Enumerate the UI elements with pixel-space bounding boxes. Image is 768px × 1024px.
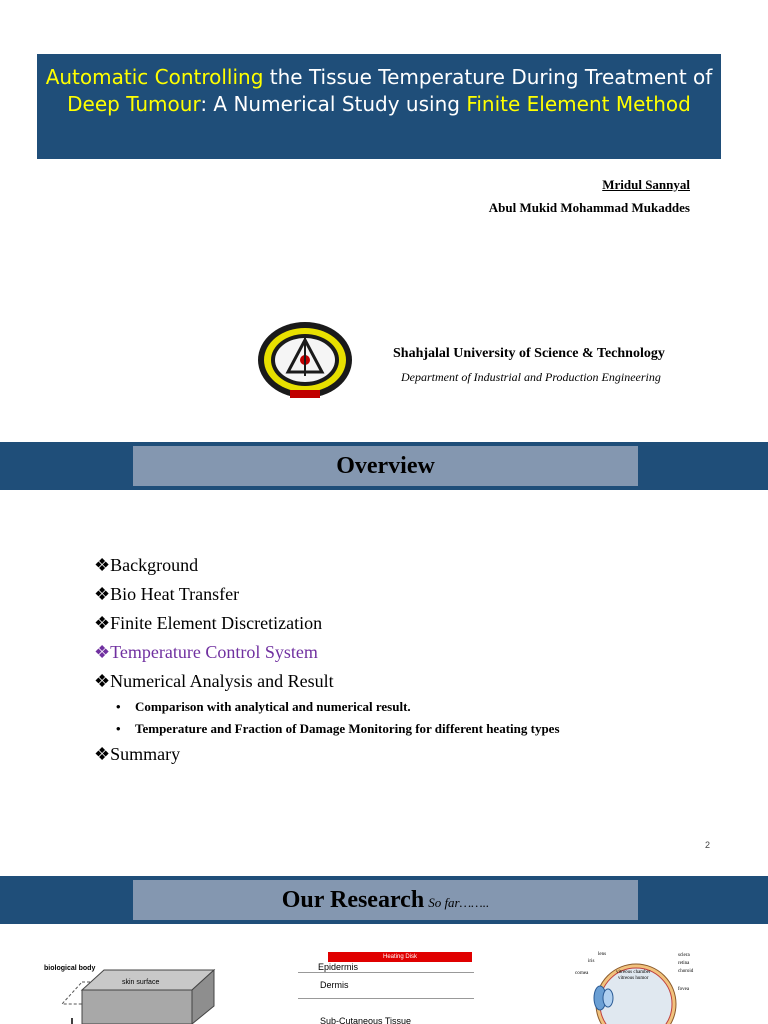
overview-heading: Overview (336, 453, 435, 479)
figure-label: iris (588, 959, 595, 964)
layer-divider (298, 972, 474, 973)
university-seal-icon (256, 320, 354, 402)
author-name: Mridul Sannyal (602, 177, 690, 192)
title-part: Automatic Controlling (45, 65, 264, 89)
overview-header-bar (0, 442, 768, 490)
title-part: : A Numerical Study using (200, 92, 467, 116)
research-subheading: So far…….. (428, 895, 490, 910)
figure-label: skin surface (122, 979, 160, 986)
tissue-layers-diagram (298, 952, 474, 1024)
research-heading: Our Research (281, 887, 425, 913)
title-part: the Tissue Temperature During Treatment of (263, 65, 713, 89)
research-header-bar (0, 876, 768, 924)
research-heading-box (133, 880, 638, 920)
overview-heading-box (133, 446, 638, 486)
slide-title (37, 54, 721, 159)
figure-label: cornea (575, 971, 589, 976)
figure-label: retina (678, 961, 690, 966)
figure-label: vitreous chamber (616, 970, 651, 975)
title-part: Deep Tumour (67, 92, 201, 116)
figure-label: biological body (44, 965, 96, 972)
overview-item: ❖Bio Heat Transfer (94, 584, 240, 604)
figure-label: vitreous humor (618, 976, 649, 981)
overview-item: ❖Finite Element Discretization (94, 613, 323, 633)
university-name: Shahjalal University of Science & Technology (393, 346, 665, 361)
overview-item: ❖Summary (94, 744, 181, 764)
layer-label: Dermis (320, 980, 349, 990)
figure-label: sclera (678, 953, 690, 958)
title-part: Finite Element Method (466, 92, 691, 116)
layer-divider (298, 998, 474, 999)
overview-item: ❖Numerical Analysis and Result • Comparison with analytical and numerical result. • Temperature and Fraction of Damage Monitoring for different heating types (94, 667, 560, 740)
figure-label: choroid (678, 969, 694, 974)
overview-subitem: • Temperature and Fraction of Damage Monitoring for different heating types (116, 718, 560, 740)
layer-label: Sub-Cutaneous Tissue (320, 1016, 412, 1024)
heating-disk-label: Heating Disk (328, 952, 472, 962)
overview-sublist (116, 696, 560, 740)
eye-anatomy-diagram (570, 948, 702, 1024)
overview-list (94, 551, 560, 769)
biological-body-diagram (42, 956, 242, 1024)
department-name: Department of Industrial and Production Engineering (401, 370, 661, 384)
page-number: 2 (705, 840, 711, 850)
overview-item: ❖Background (94, 555, 199, 575)
author-name: Abul Mukid Mohammad Mukaddes (488, 200, 690, 215)
overview-subitem: • Comparison with analytical and numerical result. (116, 696, 560, 718)
figure-label: fovea (678, 987, 690, 992)
overview-item-active: ❖Temperature Control System (94, 642, 318, 662)
figure-label: lens (598, 952, 607, 957)
layer-label: Epidermis (318, 962, 359, 972)
